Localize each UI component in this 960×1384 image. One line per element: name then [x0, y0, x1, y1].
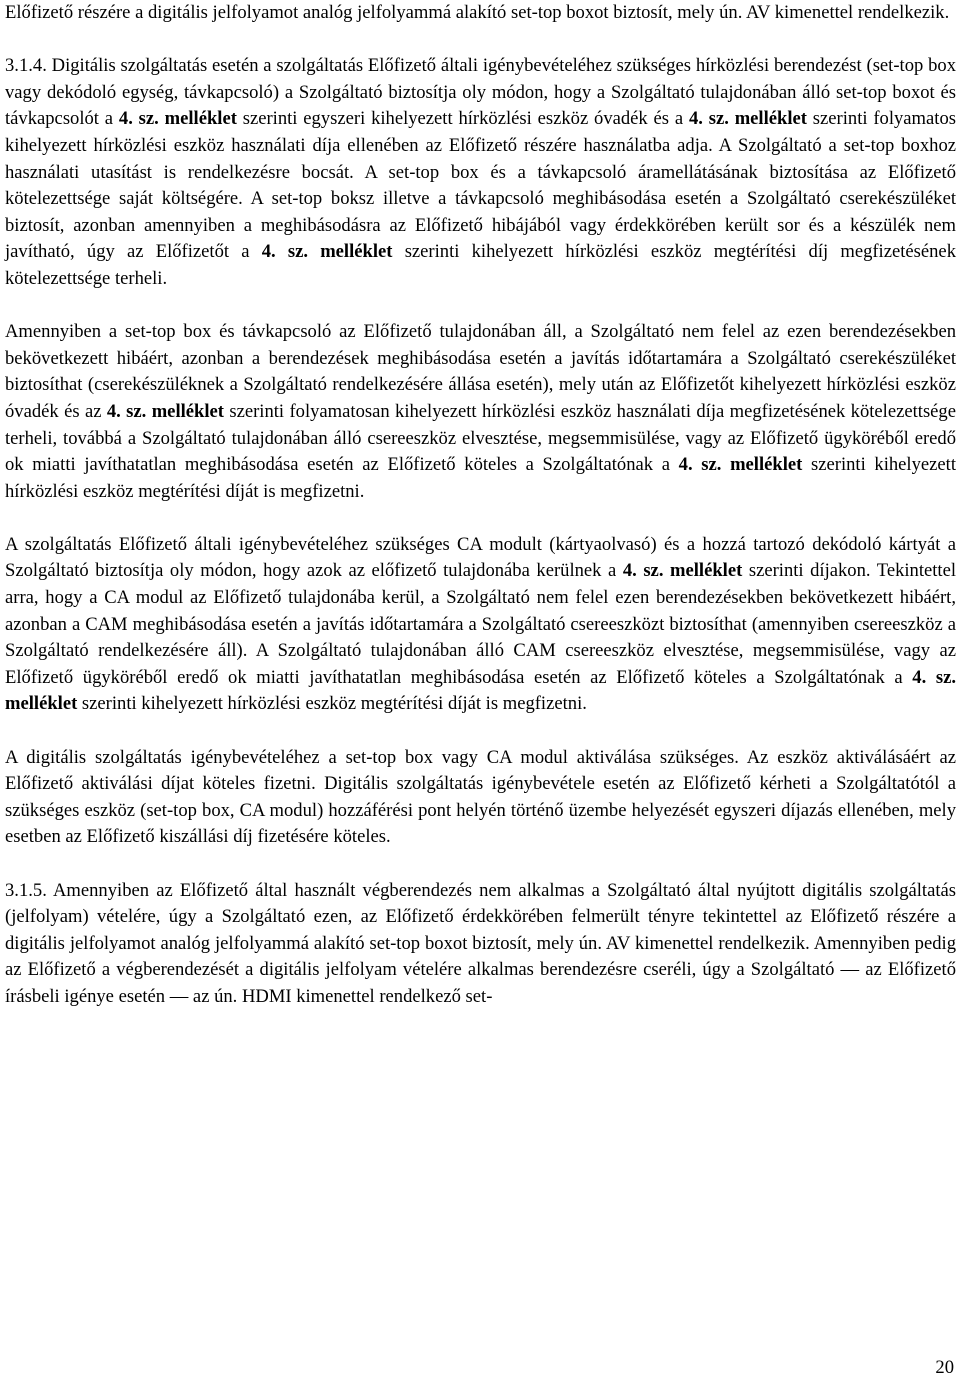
- document-page: [5, 0, 956, 1011]
- paragraph-gap: [5, 851, 956, 878]
- text-run: A digitális szolgáltatás igénybevételéhez a set-top box vagy CA modul aktiválása szükséges. Az eszköz aktiválásáért az Előfizető aktiválási díjat köteles fizetni. Digitális szolgáltatás igénybevétele esetén az Előfizető kérheti a Szolgáltatótól a szükséges eszköz (set-top box, CA modul) hozzáférési pont helyén történő üzembe helyezését egyszeri díjazás ellenében, mely esetben az Előfizető kiszállási díj fizetésére köteles.: [5, 746, 956, 848]
- bold-reference: 4. sz. melléklet: [678, 454, 803, 476]
- paragraph-4: [5, 532, 956, 718]
- bold-reference: 4. sz. melléklet: [688, 108, 807, 130]
- bold-reference: 4. sz. melléklet: [5, 666, 956, 715]
- paragraph-gap: [5, 293, 956, 320]
- text-run: 3.1.4. Digitális szolgáltatás esetén a szolgáltatás Előfizető általi igénybevételéhez szükséges hírközlési berendezést (set-top box vagy dekódoló egység, távkapcsoló) a Szolgáltató biztosítja oly módon, hogy a Szolgáltató tulajdonában álló set-top boxot és távkapcsolót a: [5, 55, 956, 130]
- text-run: Amennyiben a set-top box és távkapcsoló az Előfizető tulajdonában áll, a Szolgáltató nem felel az ezen berendezésekben bekövetkezett hibáért, azonban a berendezések meghibásodása esetén a javítás időtartamára a Szolgáltató cserekészüléket biztosíthat (cserekészüléknek a Szolgáltató rendelkezésére állása esetén), mely után az Előfizetőt kihelyezett hírközlési eszköz óvadék és az: [5, 321, 956, 422]
- bold-reference: 4. sz. melléklet: [261, 241, 393, 263]
- bold-reference: 4. sz. melléklet: [106, 400, 224, 422]
- paragraph-2: [5, 53, 956, 292]
- paragraph-gap: [5, 505, 956, 532]
- paragraph-6: [5, 878, 956, 1011]
- text-run: A szolgáltatás Előfizető általi igénybevételéhez szükséges CA modult (kártyaolvasó) és a hozzá tartozó dekódoló kártyát a Szolgáltató biztosítja oly módon, hogy azok az előfizető tulajdonába kerülnek a: [5, 533, 956, 582]
- paragraph-3: [5, 319, 956, 505]
- text-run: szerinti kihelyezett hírközlési eszköz megtérítési díját is megfizetni.: [77, 693, 587, 715]
- bold-reference: 4. sz. melléklet: [622, 560, 743, 582]
- paragraph-1: [5, 0, 956, 27]
- text-run: szerinti kihelyezett hírközlési eszköz megtérítési díját is megfizetni.: [5, 454, 956, 502]
- text-run: szerinti folyamatos kihelyezett hírközlési eszköz használati díja ellenében az Előfizető részére használatba adja. A Szolgáltató a set-top boxhoz használati utasítást is rendelkezésre bocsát. A set-top box és a távkapcsoló áramellátásának biztosítása az Előfizető kötelezettsége saját költségére. A set-top boksz illetve a távkapcsoló meghibásodása esetén a Szolgáltató cserekészüléket biztosít, azonban amennyiben a meghibásodásra az Előfizető hibájából vagy érdekkörében került sor és a készülék nem javítható, úgy az Előfizetőt a: [5, 108, 956, 263]
- paragraph-gap: [5, 718, 956, 745]
- text-run: szerinti egyszeri kihelyezett hírközlési eszköz óvadék és a: [236, 108, 689, 130]
- text-run: szerinti folyamatosan kihelyezett hírközlési eszköz használati díja megfizetésének kötelezettsége terheli, továbbá a Szolgáltató tulajdonában álló csereeszköz elvesztése, megsemmisülése, vagy az Előfizető ügyköréből eredő ok miatti javíthatatlan meghibásodása esetén az Előfizető köteles a Szolgáltatónak a: [5, 400, 956, 476]
- text-run: Előfizető részére a digitális jelfolyamot analóg jelfolyammá alakító set-top boxot biztosít, mely ún. AV kimenettel rendelkezik.: [5, 2, 950, 23]
- paragraph-gap: [5, 27, 956, 54]
- bold-reference: 4. sz. melléklet: [118, 108, 237, 130]
- document-body: [5, 0, 956, 1011]
- paragraph-5: [5, 745, 956, 851]
- page-number: 20: [935, 1357, 954, 1378]
- text-run: szerinti kihelyezett hírközlési eszköz megtérítési díj megfizetésének kötelezettsége terheli.: [5, 241, 956, 289]
- text-run: 3.1.5. Amennyiben az Előfizető által használt végberendezés nem alkalmas a Szolgáltató által nyújtott digitális szolgáltatás (jelfolyam) vételére, úgy a Szolgáltató ezen, az Előfizető érdekkörében felmerült tényre tekintettel az Előfizető részére a digitális jelfolyamot analóg jelfolyammá alakító set-top boxot biztosít, mely ún. AV kimenettel rendelkezik. Amennyiben pedig az Előfizető a végberendezését a digitális jelfolyam vételére alkalmas berendezésre cseréli, úgy a Szolgáltató ― az Előfizető írásbeli igénye esetén ― az ún. HDMI kimenettel rendelkező set-: [5, 879, 956, 1007]
- text-run: szerinti díjakon. Tekintettel arra, hogy a CA modul az Előfizető tulajdonába kerül, a Szolgáltató nem felel ezen berendezésekben bekövetkezett hibáért, azonban a CAM meghibásodása esetén a javítás időtartamára a Szolgáltató csereeszközt biztosíthat (amennyiben csereeszköz a Szolgáltató rendelkezésére áll). A Szolgáltató tulajdonában álló CAM csereeszköz elvesztése, megsemmisülése, vagy az Előfizető ügyköréből eredő ok miatti javíthatatlan meghibásodása esetén az Előfizető köteles a Szolgáltatónak a: [5, 560, 957, 688]
